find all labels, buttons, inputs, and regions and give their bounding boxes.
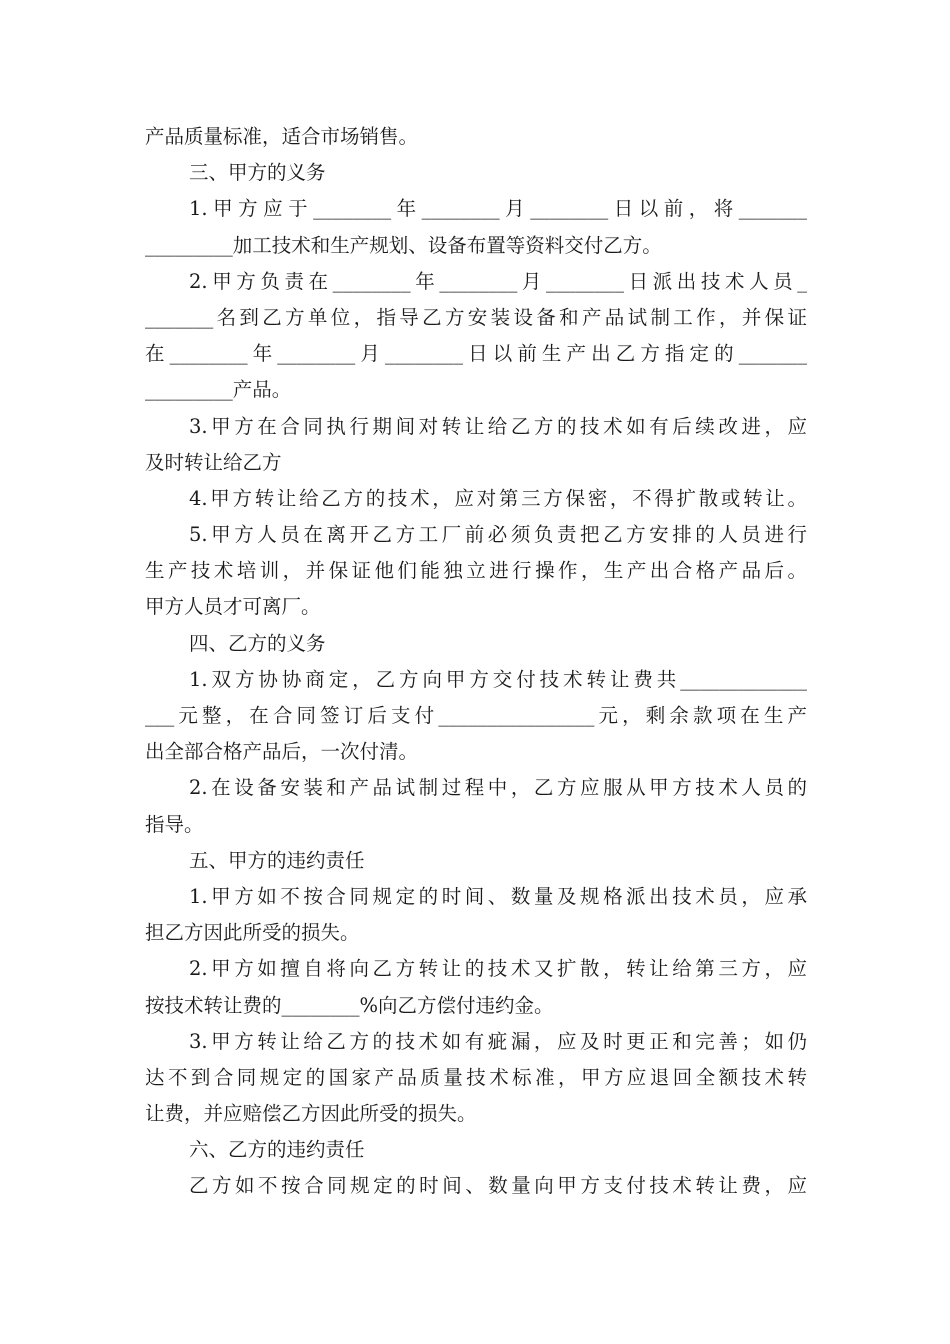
text-line: 1.双方协协商定，乙方向甲方交付技术转让费共_____________ [189,667,807,691]
text-line: 乙方如不按合同规定的时间、数量向甲方支付技术转让费，应 [189,1174,807,1198]
text-line: 五、甲方的违约责任 [189,848,365,872]
text-line: 按技术转让费的________%向乙方偿付违约金。 [145,993,554,1017]
text-line: 在________年________月________日以前生产出乙方指定的_______ [145,342,807,366]
text-line: 六、乙方的违约责任 [189,1138,365,1162]
text-line: 1.甲方应于________年________月________日以前，将_______ [189,197,807,221]
text-line: 2.甲方负责在________年________月________日派出技术人员_ [189,269,807,293]
text-line: 出全部合格产品后，一次付清。 [145,740,419,764]
text-line: 三、甲方的义务 [189,161,326,185]
text-line: 达不到合同规定的国家产品质量技术标准，甲方应退回全额技术转 [145,1065,807,1089]
text-line: 让费，并应赔偿乙方因此所受的损失。 [145,1102,477,1126]
text-line: 2.甲方如擅自将向乙方转让的技术又扩散，转让给第三方，应 [189,957,807,981]
text-line: 甲方人员才可离厂。 [145,595,321,619]
text-line: 3.甲方在合同执行期间对转让给乙方的技术如有后续改进，应 [189,414,807,438]
text-line: _______名到乙方单位，指导乙方安装设备和产品试制工作，并保证 [145,305,807,329]
text-line: _________加工技术和生产规划、设备布置等资料交付乙方。 [145,233,662,257]
text-line: 指导。 [145,812,204,836]
text-line: 产品质量标准，适合市场销售。 [145,125,419,148]
text-line: 及时转让给乙方 [145,450,282,474]
text-line: 2.在设备安装和产品试制过程中，乙方应服从甲方技术人员的 [189,776,807,800]
text-line: 四、乙方的义务 [189,631,326,655]
text-line: ___元整，在合同签订后支付________________元，剩余款项在生产 [145,704,807,727]
text-line: 3.甲方转让给乙方的技术如有疵漏，应及时更正和完善；如仍 [189,1029,807,1053]
document-body [145,119,807,1205]
text-line: 5.甲方人员在离开乙方工厂前必须负责把乙方安排的人员进行 [189,523,807,547]
text-line: 生产技术培训，并保证他们能独立进行操作，生产出合格产品后。 [145,559,807,583]
text-line: 1.甲方如不按合同规定的时间、数量及规格派出技术员，应承 [189,884,807,908]
text-line: 担乙方因此所受的损失。 [145,921,360,945]
text-line: _________产品。 [145,378,292,402]
text-line: 4.甲方转让给乙方的技术，应对第三方保密，不得扩散或转让。 [189,486,807,510]
